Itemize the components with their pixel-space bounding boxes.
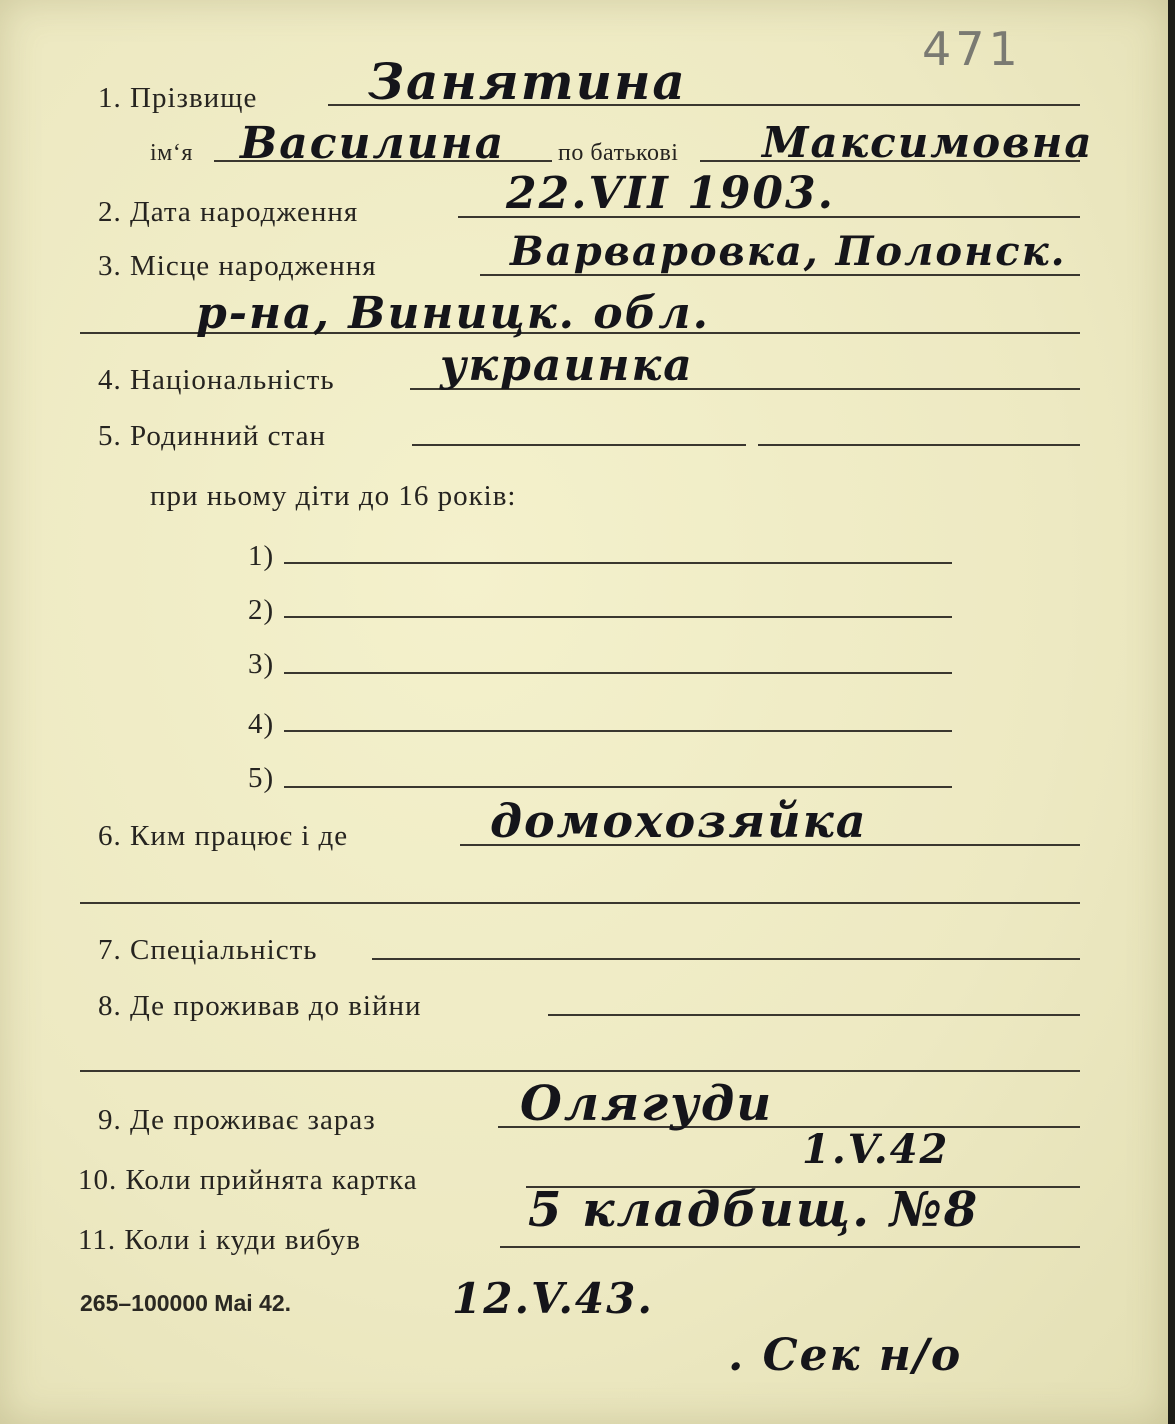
current-residence-value: Олягуди <box>520 1076 774 1132</box>
child-2-line <box>284 616 952 618</box>
card-accepted-value: 1.V.42 <box>802 1126 950 1173</box>
current-residence-label: 9. Де проживає зараз <box>98 1104 376 1136</box>
departure-label: 11. Коли і куди вибув <box>78 1224 361 1256</box>
child-1-label: 1) <box>248 540 275 572</box>
birth-date-label: 2. Дата народження <box>98 196 359 228</box>
occupation-value: домохозяйка <box>490 794 868 848</box>
child-4-line <box>284 730 952 732</box>
surname-label: 1. Прізвище <box>98 82 258 114</box>
child-2-label: 2) <box>248 594 275 626</box>
nationality-label: 4. Національність <box>98 364 335 396</box>
archive-number: 471 <box>922 22 1022 76</box>
marital-status-line-a <box>412 444 746 446</box>
child-3-label: 3) <box>248 648 275 680</box>
birth-place-value-line1: Варваровка, Полонск. <box>510 228 1067 275</box>
surname-value: Занятина <box>368 52 687 111</box>
remark: . Сек н/о <box>728 1330 963 1381</box>
prewar-residence-label: 8. Де проживав до війни <box>98 990 422 1022</box>
print-code: 265–100000 Mai 42. <box>80 1290 292 1316</box>
child-5-line <box>284 786 952 788</box>
first-name-value: Василина <box>240 118 506 169</box>
child-4-label: 4) <box>248 708 275 740</box>
child-1-line <box>284 562 952 564</box>
departure-line <box>500 1246 1080 1248</box>
children-label: при ньому діти до 16 років: <box>150 480 517 512</box>
patronymic-value: Максимовна <box>762 118 1094 167</box>
marital-status-line-b <box>758 444 1080 446</box>
departure-value: 5 кладбищ. №8 <box>528 1182 980 1238</box>
birth-place-value-line2: р-на, Виницк. обл. <box>196 288 710 339</box>
patronymic-label: по батькові <box>558 140 679 166</box>
birth-date-value: 22.VII 1903. <box>506 168 835 219</box>
date-note: 12.V.43. <box>452 1274 655 1323</box>
prewar-residence-line-2 <box>80 1070 1080 1072</box>
card-accepted-label: 10. Коли прийнята картка <box>78 1164 418 1196</box>
birth-place-label: 3. Місце народження <box>98 250 377 282</box>
child-5-label: 5) <box>248 762 275 794</box>
specialty-line <box>372 958 1080 960</box>
first-name-label: ім‘я <box>150 140 193 166</box>
occupation-label: 6. Ким працює і де <box>98 820 349 852</box>
child-3-line <box>284 672 952 674</box>
prewar-residence-line <box>548 1014 1080 1016</box>
nationality-value: украинка <box>440 340 694 391</box>
marital-status-label: 5. Родинний стан <box>98 420 326 452</box>
occupation-line-2 <box>80 902 1080 904</box>
specialty-label: 7. Спеціальність <box>98 934 318 966</box>
